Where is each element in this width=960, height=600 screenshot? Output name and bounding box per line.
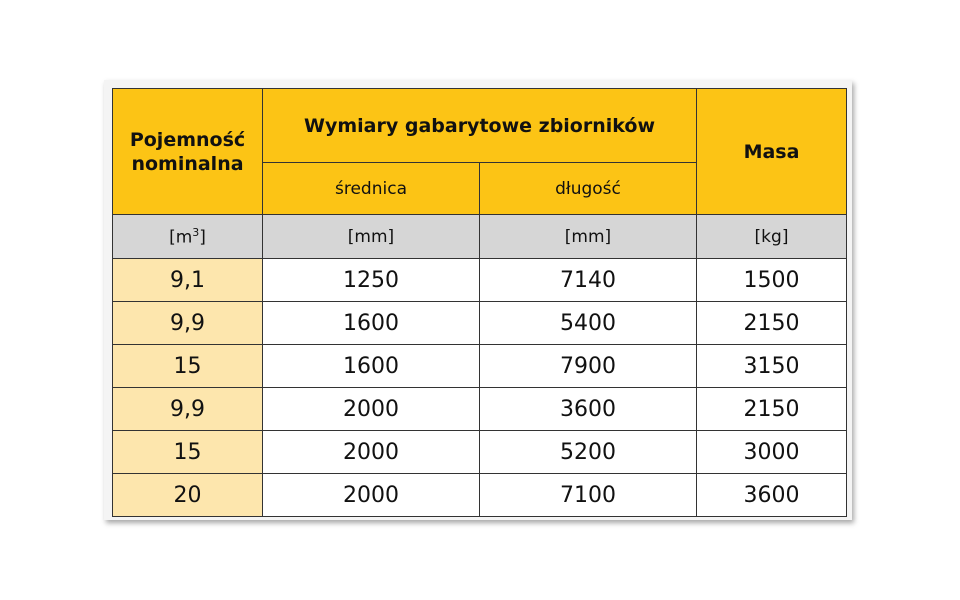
capacity-cell: 9,1 (113, 259, 263, 302)
capacity-cell: 20 (113, 474, 263, 517)
table-row (113, 431, 847, 474)
table-row (113, 474, 847, 517)
mass-unit: [kg] (697, 215, 847, 259)
mass-cell: 2150 (697, 302, 847, 345)
header-row (113, 89, 847, 163)
diameter-cell: 2000 (263, 388, 480, 431)
capacity-cell: 9,9 (113, 302, 263, 345)
mass-cell: 3000 (697, 431, 847, 474)
diameter-unit: [mm] (263, 215, 480, 259)
capacity-header-line2: nominalna (131, 152, 244, 175)
capacity-cell: 9,9 (113, 388, 263, 431)
capacity-header (113, 89, 263, 215)
capacity-cell: 15 (113, 431, 263, 474)
mass-cell: 2150 (697, 388, 847, 431)
length-cell: 7140 (480, 259, 697, 302)
length-unit: [mm] (480, 215, 697, 259)
diameter-cell: 1600 (263, 345, 480, 388)
table-row (113, 388, 847, 431)
mass-header: Masa (697, 89, 847, 215)
capacity-cell: 15 (113, 345, 263, 388)
length-cell: 5400 (480, 302, 697, 345)
units-row (113, 215, 847, 259)
length-cell: 3600 (480, 388, 697, 431)
mass-cell: 1500 (697, 259, 847, 302)
mass-cell: 3150 (697, 345, 847, 388)
diameter-cell: 2000 (263, 474, 480, 517)
diameter-cell: 1600 (263, 302, 480, 345)
length-cell: 7900 (480, 345, 697, 388)
length-cell: 7100 (480, 474, 697, 517)
length-header: długość (480, 163, 697, 215)
tank-dimensions-table (112, 88, 847, 517)
table-row (113, 259, 847, 302)
diameter-cell: 2000 (263, 431, 480, 474)
table-row (113, 302, 847, 345)
mass-cell: 3600 (697, 474, 847, 517)
dimensions-header: Wymiary gabarytowe zbiorników (263, 89, 697, 163)
capacity-unit: $[m^3]$ (113, 215, 263, 259)
diameter-cell: 1250 (263, 259, 480, 302)
table-row (113, 345, 847, 388)
length-cell: 5200 (480, 431, 697, 474)
diameter-header: średnica (263, 163, 480, 215)
capacity-header-line1: Pojemność (129, 128, 246, 151)
